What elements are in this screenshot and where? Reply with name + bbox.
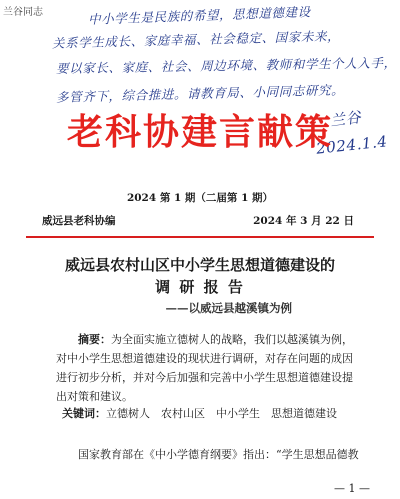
abstract-paragraph bbox=[56, 330, 354, 406]
handwritten-line: 多管齐下，综合推进。请教育局、小同同志研究。 bbox=[55, 82, 345, 105]
abstract-text: 为全面实施立德树人的战略，我们以越溪镇为例，对中小学生思想道德建设的现状进行调研，对存在问题的成因进行初步分析，并对今后加强和完善中小学生思想道德建设提出对策和建议。 bbox=[56, 333, 353, 403]
keywords-text: 立德树人 农村山区 中小学生 思想道德建设 bbox=[106, 407, 337, 420]
page-number: — 1 — bbox=[334, 482, 370, 495]
issue-number: 2024 第 1 期（二届第 1 期） bbox=[126, 192, 274, 204]
publication-title: 老科协建言献策 bbox=[66, 112, 333, 153]
handwritten-line: 中小学生是民族的希望，思想道德建设 bbox=[87, 4, 311, 27]
article-title: 威远县农村山区中小学生思想道德建设的 bbox=[64, 256, 335, 274]
publisher-name: 威远县老科协编 bbox=[42, 215, 116, 227]
handwritten-signature: 兰谷 bbox=[328, 107, 363, 131]
abstract-label: 摘要： bbox=[78, 333, 111, 346]
handwritten-date: 2024.1.4 bbox=[315, 132, 389, 158]
corner-stamp: 兰谷同志 bbox=[3, 7, 43, 18]
article-subtitle: 调 研 报 告 bbox=[155, 278, 245, 296]
keywords-label: 关键词： bbox=[62, 407, 106, 420]
header-divider bbox=[26, 236, 374, 238]
keywords-line bbox=[62, 405, 337, 421]
article-byline: ——以威远县越溪镇为例 bbox=[165, 301, 292, 315]
publication-meta bbox=[42, 213, 354, 228]
handwritten-line: 要以家长、家庭、社会、周边环境、教师和学生个人入手， bbox=[55, 55, 397, 76]
handwritten-line: 关系学生成长、家庭幸福、社会稳定、国家未来， bbox=[51, 28, 341, 51]
publish-date: 2024 年 3 月 22 日 bbox=[253, 215, 354, 227]
body-paragraph: 国家教育部在《中小学德育纲要》指出：“学生思想品德教 bbox=[78, 448, 359, 461]
